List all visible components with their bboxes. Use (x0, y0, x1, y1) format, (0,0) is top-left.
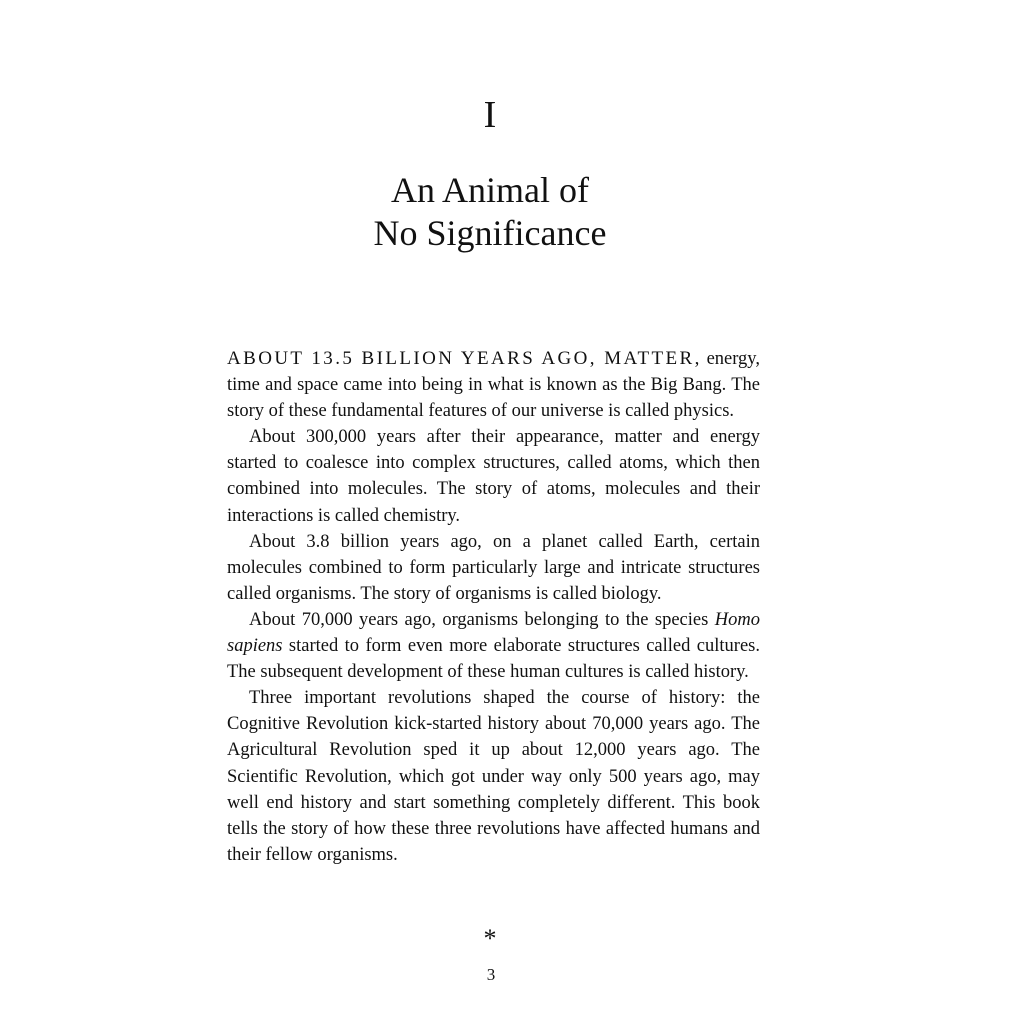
chapter-title-line-1: An Animal of (391, 170, 589, 210)
chapter-title (0, 169, 980, 255)
chapter-body (227, 346, 760, 868)
paragraph-4-after: started to form even more elaborate structures called cultures. The subsequent development of these human cultures is called history. (227, 636, 760, 683)
paragraph-1-text: energy, time and space came into being in what is known as the Big Bang. The story of these fundamental features of our universe is called physics. (227, 349, 760, 422)
section-break-asterisk: * (483, 924, 497, 953)
species-name: Homo sapiens (227, 609, 760, 657)
paragraph-2: About 300,000 years after their appearance, matter and energy started to coalesce into complex structures, called atoms, which then combined into molecules. The story of atoms, molecules and their interactions is called chemistry. (227, 427, 760, 526)
paragraph-3: About 3.8 billion years ago, on a planet called Earth, certain molecules combined to form particularly large and intricate structures called organisms. The story of organisms is called biology. (227, 531, 760, 604)
chapter-number: I (483, 94, 497, 136)
paragraph-5: Three important revolutions shaped the course of history: the Cognitive Revolution kick-started history about 70,000 years ago. The Agricultural Revolution sped it up about 12,000 years ago. The Scientific Revolution, which got under way only 500 years ago, may well end history and start something completely different. This book tells the story of how these three revolutions have affected humans and their fellow organisms. (227, 688, 760, 865)
chapter-title-line-2: No Significance (373, 213, 607, 253)
paragraph-4-before: About 70,000 years ago, organisms belonging to the species (249, 609, 715, 630)
page-number: 3 (486, 965, 496, 984)
opening-smallcaps: ABOUT 13.5 BILLION YEARS AGO, MATTER, (227, 348, 702, 369)
paragraph-1 (227, 346, 760, 424)
paragraph-4 (227, 607, 760, 685)
